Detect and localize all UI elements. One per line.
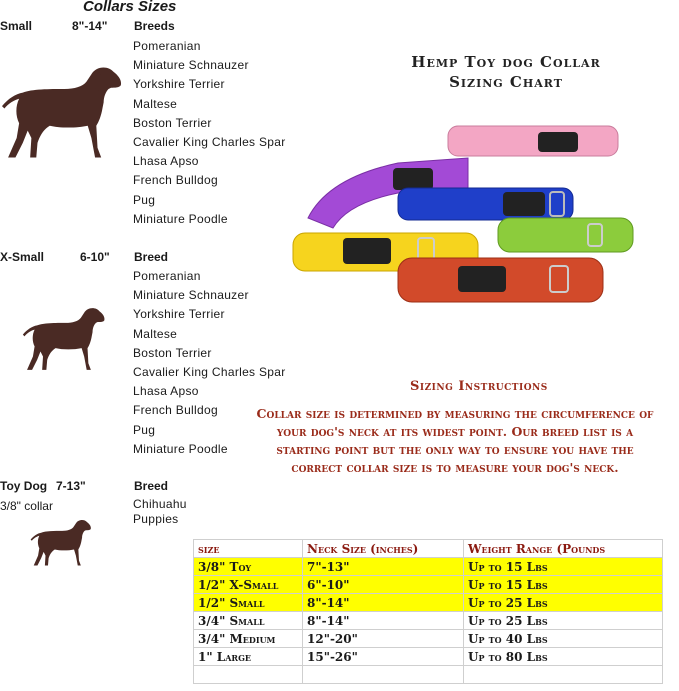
size-label-xsmall: X-Small	[0, 250, 45, 264]
breed-item: French Bulldog	[133, 173, 218, 188]
cell-neck: 8"-14"	[303, 612, 464, 630]
cell-neck: 6"-10"	[303, 576, 464, 594]
cell-weight: Up to 80 Lbs	[464, 648, 663, 666]
col-header-neck: Neck Size (inches)	[303, 540, 464, 558]
cell-size: 3/4" Small	[194, 612, 303, 630]
page-title: Collars Sizes	[83, 0, 177, 15]
breed-item: Lhasa Apso	[133, 154, 199, 169]
breeds-header-small: Breeds	[134, 19, 175, 33]
red-collar	[398, 258, 603, 302]
size-range-small: 8"-14"	[72, 19, 108, 33]
size-range-toy: 7-13"	[56, 479, 86, 493]
breed-item: Cavalier King Charles Spar	[133, 134, 286, 149]
size-label-small: Small	[0, 19, 33, 33]
cell-size: 1/2" X-Small	[194, 576, 303, 594]
breed-item: Pomeranian	[133, 39, 201, 53]
breed-list-toy	[133, 497, 187, 527]
chart-title-line1: Hemp Toy dog Collar	[411, 53, 601, 71]
breed-item: Yorkshire Terrier	[133, 307, 225, 322]
cell-size: 1/2" Small	[194, 594, 303, 612]
cell-weight: Up to 25 Lbs	[464, 594, 663, 612]
breed-item: Pomeranian	[133, 269, 201, 283]
breeds-header-toy: Breed	[134, 479, 169, 493]
breed-list-small	[133, 37, 286, 229]
col-header-weight: Weight Range (Pounds	[464, 540, 663, 558]
breed-item: Lhasa Apso	[133, 384, 199, 399]
cell-size: 3/4" Medium	[194, 630, 303, 648]
col-header-size: size	[194, 540, 303, 558]
breed-item: Miniature Poodle	[133, 211, 228, 226]
breed-item: Yorkshire Terrier	[133, 77, 225, 92]
table-header-row	[194, 540, 663, 558]
breed-item: Maltese	[133, 96, 178, 111]
table-row	[194, 594, 663, 612]
cell-weight: Up to 15 Lbs	[464, 558, 663, 576]
dog-silhouette-icon	[0, 62, 124, 160]
table-row	[194, 558, 663, 576]
size-range-xsmall: 6-10"	[80, 250, 110, 264]
cell-size: 3/8" Toy	[194, 558, 303, 576]
table-row	[194, 648, 663, 666]
table-row	[194, 630, 663, 648]
table-row	[194, 666, 663, 684]
breed-item: Miniature Schnauzer	[133, 58, 249, 73]
table-row	[194, 612, 663, 630]
cell-neck: 15"-26"	[303, 648, 464, 666]
cell-weight	[464, 666, 663, 684]
blue-collar	[398, 188, 573, 220]
breed-item: French Bulldog	[133, 403, 218, 418]
cell-size	[194, 666, 303, 684]
breed-item: Cavalier King Charles Spar	[133, 364, 286, 379]
size-table	[193, 539, 663, 684]
cell-neck: 12"-20"	[303, 630, 464, 648]
breed-item: Pug	[133, 422, 156, 437]
breed-item: Maltese	[133, 326, 178, 341]
breed-item: Boston Terrier	[133, 115, 212, 130]
green-collar	[498, 218, 633, 252]
size-label-toy: Toy Dog	[0, 479, 48, 493]
chart-title	[395, 52, 617, 92]
pink-collar	[448, 126, 618, 156]
cell-neck: 7"-13"	[303, 558, 464, 576]
cell-weight: Up to 40 Lbs	[464, 630, 663, 648]
cell-neck: 8"-14"	[303, 594, 464, 612]
breed-item: Miniature Schnauzer	[133, 288, 249, 303]
collars-photo	[288, 118, 638, 308]
size-sub-toy: 3/8" collar	[0, 499, 53, 513]
dog-silhouette-icon	[30, 516, 92, 568]
instructions-body: Collar size is determined by measuring the circumference of your dog's neck at its widest point. Our breed list is a starting point but the only way to ensure you have the correct collar size is to measure your dog's neck.	[256, 406, 654, 475]
dog-silhouette-icon	[22, 302, 106, 374]
table-row	[194, 576, 663, 594]
breed-item: Chihuahu	[133, 497, 187, 511]
breed-item: Puppies	[133, 512, 179, 526]
breed-item: Boston Terrier	[133, 345, 212, 360]
cell-weight: Up to 25 Lbs	[464, 612, 663, 630]
chart-title-line2: Sizing Chart	[449, 73, 563, 91]
instructions-heading: Sizing Instructions	[410, 379, 548, 394]
cell-size: 1" Large	[194, 648, 303, 666]
cell-neck	[303, 666, 464, 684]
breed-item: Pug	[133, 192, 156, 207]
breed-item: Miniature Poodle	[133, 441, 228, 456]
breeds-header-xsmall: Breed	[134, 250, 169, 264]
cell-weight: Up to 15 Lbs	[464, 576, 663, 594]
